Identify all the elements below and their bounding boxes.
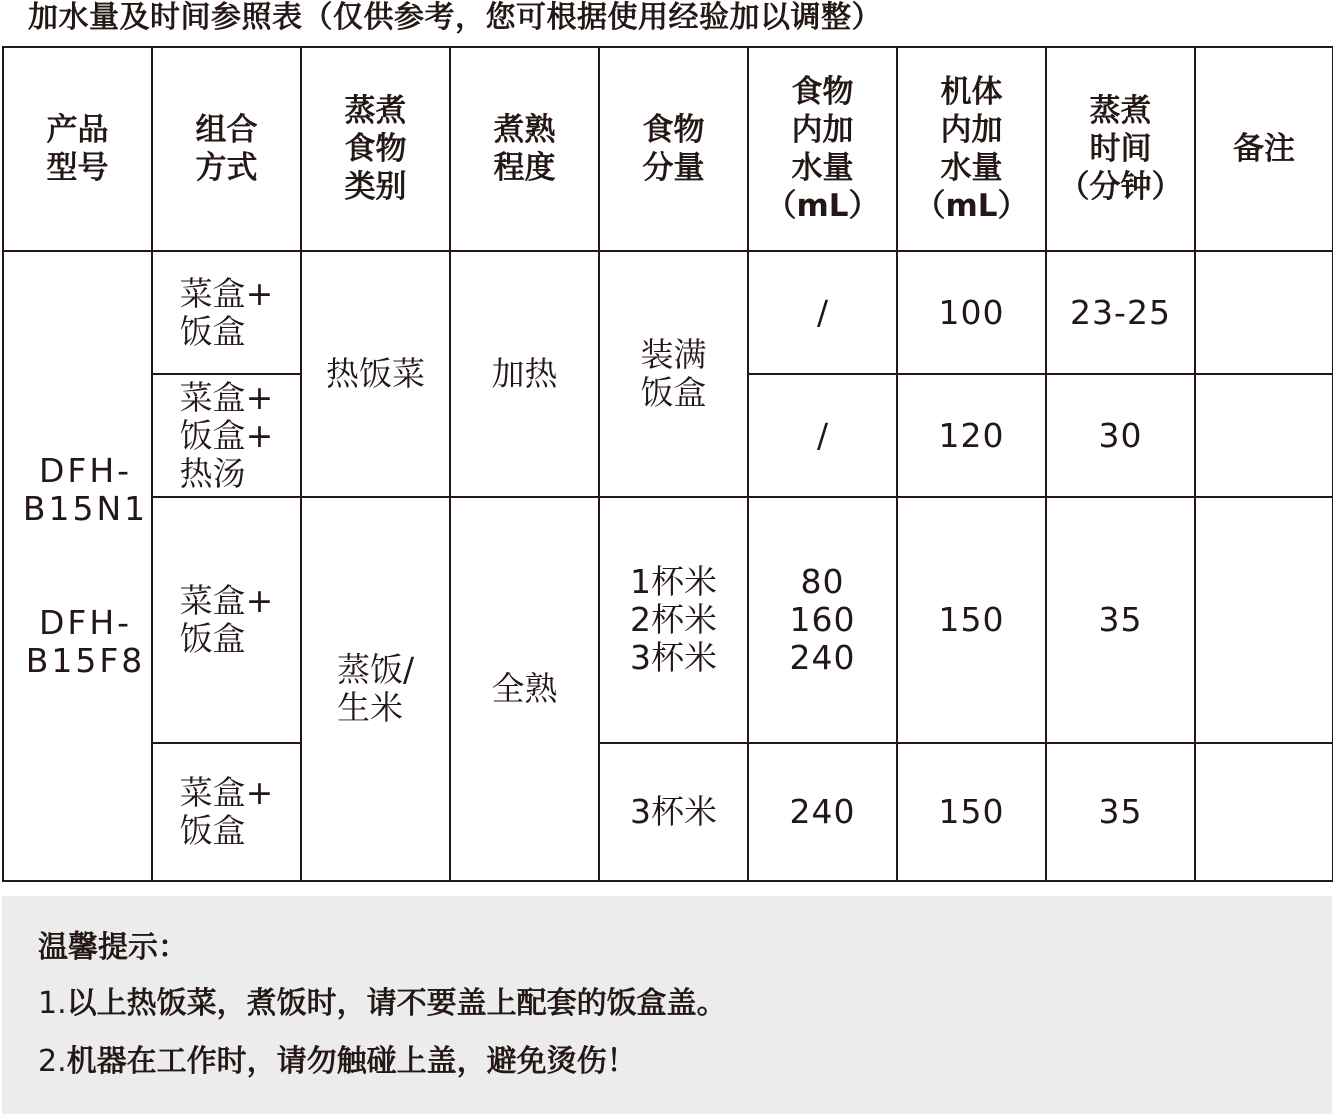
doneness-cell: 全熟 bbox=[450, 497, 599, 881]
time-cell: 23-25 bbox=[1046, 251, 1195, 374]
body-water-cell: 150 bbox=[897, 743, 1046, 881]
model-cell: DFH- B15N1 DFH- B15F8 bbox=[3, 251, 152, 881]
food-type-cell: 蒸饭/ 生米 bbox=[301, 497, 450, 881]
header-remarks: 备注 bbox=[1195, 47, 1333, 251]
remarks-cell bbox=[1195, 251, 1333, 374]
food-water-cell: / bbox=[748, 251, 897, 374]
header-food-amount: 食物 分量 bbox=[599, 47, 748, 251]
time-cell: 35 bbox=[1046, 497, 1195, 743]
combo-cell: 菜盒+ 饭盒+ 热汤 bbox=[152, 374, 301, 497]
doneness-cell: 加热 bbox=[450, 251, 599, 497]
time-cell: 35 bbox=[1046, 743, 1195, 881]
food-amount-cell: 装满 饭盒 bbox=[599, 251, 748, 497]
header-time: 蒸煮 时间 （分钟） bbox=[1046, 47, 1195, 251]
food-water-cell: / bbox=[748, 374, 897, 497]
tips-box bbox=[2, 896, 1332, 1114]
combo-cell: 菜盒+ 饭盒 bbox=[152, 251, 301, 374]
tip-text: 机器在工作时，请勿触碰上盖，避免烫伤！ bbox=[66, 1044, 637, 1079]
header-food-type: 蒸煮 食物 类别 bbox=[301, 47, 450, 251]
page-title: 加水量及时间参照表（仅供参考，您可根据使用经验加以调整） bbox=[28, 0, 882, 35]
header-row bbox=[3, 47, 1333, 251]
tip-item bbox=[38, 1036, 637, 1080]
header-body-water: 机体 内加 水量 （mL） bbox=[897, 47, 1046, 251]
food-type-cell: 热饭菜 bbox=[301, 251, 450, 497]
body-water-cell: 150 bbox=[897, 497, 1046, 743]
tip-item bbox=[38, 978, 727, 1022]
remarks-cell bbox=[1195, 743, 1333, 881]
remarks-cell bbox=[1195, 497, 1333, 743]
tip-text: 以上热饭菜，煮饭时，请不要盖上配套的饭盒盖。 bbox=[66, 986, 727, 1021]
header-combo: 组合 方式 bbox=[152, 47, 301, 251]
header-doneness: 煮熟 程度 bbox=[450, 47, 599, 251]
table-row bbox=[3, 251, 1333, 374]
combo-cell: 菜盒+ 饭盒 bbox=[152, 743, 301, 881]
header-model: 产品 型号 bbox=[3, 47, 152, 251]
combo-cell: 菜盒+ 饭盒 bbox=[152, 497, 301, 743]
food-amount-cell: 1杯米 2杯米 3杯米 bbox=[599, 497, 748, 743]
food-amount-cell: 3杯米 bbox=[599, 743, 748, 881]
tips-heading: 温馨提示： bbox=[38, 930, 188, 965]
tip-number: 2. bbox=[38, 1044, 67, 1079]
reference-table bbox=[2, 46, 1333, 882]
body-water-cell: 120 bbox=[897, 374, 1046, 497]
time-cell: 30 bbox=[1046, 374, 1195, 497]
table-row bbox=[3, 743, 1333, 881]
food-water-cell: 80 160 240 bbox=[748, 497, 897, 743]
food-water-cell: 240 bbox=[748, 743, 897, 881]
remarks-cell bbox=[1195, 374, 1333, 497]
body-water-cell: 100 bbox=[897, 251, 1046, 374]
table-row bbox=[3, 497, 1333, 743]
tip-number: 1. bbox=[38, 986, 67, 1021]
header-food-water: 食物 内加 水量 （mL） bbox=[748, 47, 897, 251]
